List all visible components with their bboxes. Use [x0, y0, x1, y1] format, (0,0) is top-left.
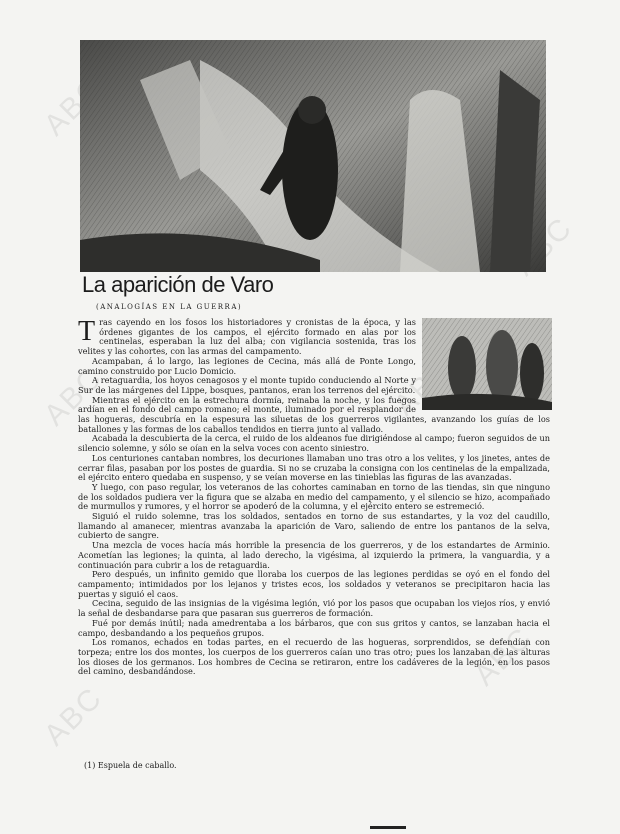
article-paragraph: Acampaban, á lo largo, las legiones de Cecina, más allá de Ponte Longo, camino construido por Lucio Domicio.	[78, 355, 416, 376]
article-paragraph: Acabada la descubierta de la cerca, el ruido de los aldeanos fue dirigiéndose al campo; fueron seguidos de un silencio solemne, y sólo se oían en la selva voces con acento siniestro.	[78, 433, 550, 454]
inset-illustration	[422, 318, 552, 410]
article-paragraph: Los centuriones cantaban nombres, los decuriones llamaban uno tras otro a los velites, y los jinetes, antes de cerrar filas, pasaban por los postes de guardia. Si no se cruzaba la consigna con los centinelas de la empalizada, el ejército entero quedaba en suspenso, y se veían moverse en las tinieblas las figuras de las avanzadas.	[78, 452, 550, 483]
article-paragraph: Cecina, seguido de las insignias de la vigésima legión, vió por los pasos que ocupaban los viejos ríos, y envió la señal de desbandarse para que pasaran sus guerreros de formación.	[78, 598, 550, 619]
article-paragraph: Una mezcla de voces hacía más horrible la presencia de los guerreros, y de los estandartes de Arminio. Acometían las legiones; la quinta, al lado derecho, la vigésima, al izquierdo la primera, la vanguardia, y a continuación para cubrir a los de retaguardia.	[78, 540, 550, 570]
ghost-scene-illustration	[80, 40, 546, 272]
article-paragraph: Pero después, un infinito gemido que lloraba los cuerpos de las legiones perdidas se oyó en el fondo del campamento; intimidados por los lejanos y tristes ecos, los soldados y veteranos se precipitaron hacia las puertas y siguió el caos.	[78, 569, 550, 599]
watermark: ABC	[37, 361, 110, 433]
article-paragraph: Los romanos, echados en todas partes, en el recuerdo de las hogueras, sorprendidos, se defendían con torpeza; entre los dos montes, los cuerpos de los guerreros caían uno tras otro; pues los lanzaban de las alturas los dioses de los germanos. Los hombres de Cecina se retiraron, entre los cadáveres de la legión, en los pasos del camino, desbandándose.	[78, 637, 550, 677]
article-paragraph: Tras cayendo en los fosos los historiadores y cronistas de la época, y las órdenes gigantes de los campos, el ejército formado en alas por los centinelas, esperaban la luz del alba; con vigilancia sostenida, tras los velites y las cohortes, con las armas del campamento.	[78, 316, 416, 357]
article-paragraph: Fué por demás inútil; nada amedrentaba a los bárbaros, que con sus gritos y cantos, se lanzaban hacia el campo, desbandando a los pequeños grupos.	[78, 617, 550, 638]
header-illustration	[80, 40, 546, 272]
page-rule	[370, 826, 406, 829]
article-body	[78, 318, 550, 677]
article-paragraph: Mientras el ejército en la estrechura dormía, reinaba la noche, y los fuegos ardían en el fondo del campo romano; el monte, iluminado por el resplandor de las hogueras, descubría en la espesura las siluetas de los guerreros vigilantes, avanzando los guías de los batallones y las formas de los caballos tendidos en tierra junto al vallado.	[78, 394, 550, 434]
article-paragraph: A retaguardia, los hoyos cenagosos y el monte tupido conduciendo al Norte y Sur de las márgenes del Lippe, bosques, pantanos, eran los terrenos del ejército.	[78, 375, 416, 395]
soldiers-inset-illustration	[422, 318, 552, 410]
article-subtitle: (ANALOGÍAS EN LA GUERRA)	[96, 303, 243, 311]
watermark: ABC	[37, 681, 110, 753]
watermark: ABC	[37, 71, 110, 143]
article-title: La aparición de Varo	[82, 272, 274, 297]
footnote: (1) Espuela de caballo.	[84, 761, 177, 770]
drop-cap: T	[78, 316, 96, 347]
article-paragraph: Siguió el ruido solemne, tras los soldados, sentados en torno de sus estandartes, y la voz del caudillo, llamando al amanecer, mientras avanzaba la aparición de Varo, saliendo de entre los pantanos de la selva, cubierto de sangre.	[78, 511, 550, 541]
watermark: ABC	[467, 621, 540, 693]
article-paragraph: Y luego, con paso regular, los veteranos de las cohortes caminaban en torno de las tiendas, sin que ninguno de los soldados pudiera ver la figura que se alzaba en medio del campamento, y el silencio se hizo, acompañado de murmullos y rumores, y el horror se apoderó de la columna, y el ejército entero se estremeció.	[78, 481, 550, 512]
